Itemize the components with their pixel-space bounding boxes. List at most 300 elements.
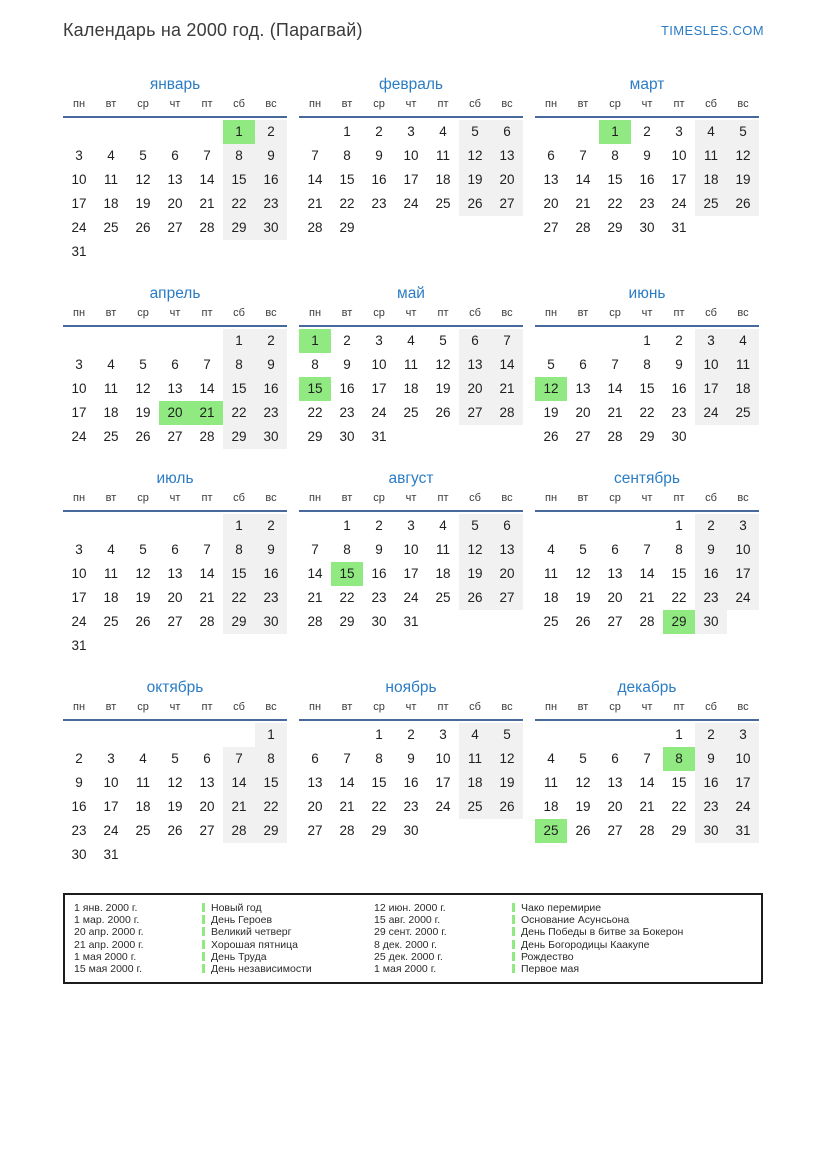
day-cell: 21 bbox=[639, 590, 655, 605]
weekday-header: вт bbox=[105, 98, 117, 110]
day-cell: 19 bbox=[491, 771, 523, 795]
day-cell: 9 bbox=[255, 538, 287, 562]
holidays-legend bbox=[63, 893, 763, 984]
weekday-header: вт bbox=[577, 492, 589, 504]
day-cell: 11 bbox=[435, 542, 450, 557]
empty-cell bbox=[299, 120, 331, 144]
day-cell: 2 bbox=[407, 727, 415, 742]
legend-holiday bbox=[202, 939, 374, 951]
day-cell: 28 bbox=[339, 823, 355, 838]
day-cell: 26 bbox=[459, 192, 491, 216]
day-cell: 1 bbox=[223, 120, 255, 144]
day-cell: 21 bbox=[223, 795, 255, 819]
day-cell: 1 bbox=[223, 514, 255, 538]
day-cell: 22 bbox=[339, 590, 355, 605]
legend-date: 21 апр. 2000 г. bbox=[74, 938, 144, 951]
weekday-header: вс bbox=[737, 492, 749, 504]
day-cell: 8 bbox=[643, 357, 651, 372]
day-cell: 11 bbox=[135, 775, 150, 790]
day-cell: 1 bbox=[255, 723, 287, 747]
holidays-legend-grid bbox=[74, 902, 757, 975]
weekday-header: сб bbox=[705, 98, 717, 110]
day-cell: 13 bbox=[575, 381, 591, 396]
day-cell: 6 bbox=[547, 148, 555, 163]
day-cell: 11 bbox=[543, 566, 558, 581]
empty-cell bbox=[331, 723, 363, 747]
legend-holiday-name: Основание Асунсьона bbox=[521, 914, 630, 927]
day-cell: 7 bbox=[203, 357, 211, 372]
day-cell: 1 bbox=[299, 329, 331, 353]
day-cell: 12 bbox=[435, 357, 451, 372]
legend-date: 15 мая 2000 г. bbox=[74, 963, 142, 976]
day-cell: 4 bbox=[547, 751, 555, 766]
day-cell: 29 bbox=[671, 823, 687, 838]
day-cell: 6 bbox=[171, 357, 179, 372]
weekday-header: сб bbox=[233, 701, 245, 713]
weekday-header: пн bbox=[544, 98, 558, 110]
day-cell: 19 bbox=[459, 168, 491, 192]
legend-holiday bbox=[512, 914, 757, 926]
day-cell: 4 bbox=[107, 542, 115, 557]
weekday-header-row bbox=[299, 491, 523, 512]
day-cell: 25 bbox=[535, 819, 567, 843]
day-cell: 27 bbox=[167, 220, 183, 235]
day-cell: 11 bbox=[103, 566, 118, 581]
day-cell: 9 bbox=[695, 747, 727, 771]
day-cell: 3 bbox=[695, 329, 727, 353]
day-cell: 30 bbox=[695, 610, 727, 634]
day-cell: 26 bbox=[135, 614, 151, 629]
day-cell: 18 bbox=[435, 566, 451, 581]
day-cell: 23 bbox=[255, 401, 287, 425]
weekday-header: вс bbox=[265, 701, 277, 713]
empty-cell bbox=[599, 514, 631, 538]
weekday-header: вс bbox=[501, 701, 513, 713]
weekday-header: сб bbox=[705, 307, 717, 319]
day-cell: 8 bbox=[311, 357, 319, 372]
weekday-header: ср bbox=[609, 98, 621, 110]
month-title: июнь bbox=[628, 285, 666, 302]
day-cell: 23 bbox=[371, 196, 387, 211]
empty-cell bbox=[127, 514, 159, 538]
day-cell: 22 bbox=[607, 196, 623, 211]
empty-cell bbox=[223, 723, 255, 747]
empty-cell bbox=[599, 329, 631, 353]
day-cell: 16 bbox=[371, 566, 387, 581]
day-cell: 24 bbox=[71, 614, 87, 629]
day-cell: 7 bbox=[643, 542, 651, 557]
day-cell: 20 bbox=[459, 377, 491, 401]
legend-date: 15 авг. 2000 г. bbox=[374, 914, 441, 927]
day-cell: 20 bbox=[607, 590, 623, 605]
day-cell: 13 bbox=[607, 775, 623, 790]
day-cell: 30 bbox=[371, 614, 387, 629]
day-cell: 9 bbox=[407, 751, 415, 766]
day-cell: 22 bbox=[223, 192, 255, 216]
day-cell: 4 bbox=[695, 120, 727, 144]
day-cell: 7 bbox=[311, 148, 319, 163]
weekday-header: вт bbox=[105, 307, 117, 319]
day-cell: 9 bbox=[695, 538, 727, 562]
day-cell: 5 bbox=[139, 148, 147, 163]
day-cell: 23 bbox=[255, 586, 287, 610]
day-cell: 6 bbox=[311, 751, 319, 766]
day-cell: 1 bbox=[675, 727, 683, 742]
day-cell: 12 bbox=[459, 538, 491, 562]
day-cell: 20 bbox=[543, 196, 559, 211]
weekday-header-row bbox=[63, 700, 287, 721]
day-cell: 19 bbox=[135, 196, 151, 211]
day-cell: 17 bbox=[71, 405, 87, 420]
weekday-header: ср bbox=[137, 307, 149, 319]
day-cell: 29 bbox=[223, 425, 255, 449]
holiday-marker bbox=[202, 903, 205, 912]
day-cell: 15 bbox=[371, 775, 387, 790]
day-cell: 25 bbox=[435, 590, 451, 605]
day-cell: 8 bbox=[223, 144, 255, 168]
day-cell: 10 bbox=[435, 751, 451, 766]
day-cell: 16 bbox=[71, 799, 87, 814]
weekday-header-row bbox=[63, 491, 287, 512]
day-cell: 29 bbox=[371, 823, 387, 838]
day-cell: 24 bbox=[71, 220, 87, 235]
legend-holiday-name: День независимости bbox=[211, 963, 312, 976]
day-cell: 23 bbox=[255, 192, 287, 216]
day-cell: 16 bbox=[339, 381, 355, 396]
empty-cell bbox=[159, 329, 191, 353]
day-cell: 20 bbox=[491, 168, 523, 192]
day-cell: 29 bbox=[223, 610, 255, 634]
day-cell: 16 bbox=[695, 562, 727, 586]
day-cell: 22 bbox=[307, 405, 323, 420]
day-cell: 8 bbox=[675, 542, 683, 557]
day-cell: 27 bbox=[199, 823, 215, 838]
day-cell: 1 bbox=[643, 333, 651, 348]
legend-holiday-name: День Победы в битве за Бокерон bbox=[521, 926, 684, 939]
day-cell: 25 bbox=[435, 196, 451, 211]
day-grid bbox=[535, 723, 759, 843]
day-cell: 11 bbox=[103, 381, 118, 396]
weekday-header: ср bbox=[137, 492, 149, 504]
day-cell: 16 bbox=[371, 172, 387, 187]
weekday-header: пн bbox=[544, 701, 558, 713]
holiday-marker bbox=[202, 927, 205, 936]
day-cell: 15 bbox=[299, 377, 331, 401]
day-cell: 1 bbox=[675, 518, 683, 533]
day-cell: 26 bbox=[135, 429, 151, 444]
day-cell: 1 bbox=[223, 329, 255, 353]
day-cell: 6 bbox=[491, 120, 523, 144]
legend-holiday-name: Великий четверг bbox=[211, 926, 292, 939]
day-cell: 23 bbox=[339, 405, 355, 420]
day-cell: 24 bbox=[435, 799, 451, 814]
legend-holiday bbox=[512, 963, 757, 975]
month-2 bbox=[299, 74, 523, 240]
weekday-header: сб bbox=[233, 492, 245, 504]
weekday-header: пн bbox=[308, 701, 322, 713]
day-cell: 17 bbox=[671, 172, 687, 187]
day-cell: 20 bbox=[199, 799, 215, 814]
day-cell: 6 bbox=[171, 148, 179, 163]
day-cell: 5 bbox=[579, 751, 587, 766]
day-cell: 9 bbox=[375, 542, 383, 557]
day-cell: 6 bbox=[203, 751, 211, 766]
day-cell: 26 bbox=[135, 220, 151, 235]
day-grid bbox=[299, 723, 523, 843]
legend-holiday bbox=[512, 951, 757, 963]
day-cell: 3 bbox=[727, 723, 759, 747]
empty-cell bbox=[599, 723, 631, 747]
day-cell: 30 bbox=[255, 610, 287, 634]
weekday-header: сб bbox=[469, 492, 481, 504]
legend-holiday-name: Хорошая пятница bbox=[211, 938, 298, 951]
weekday-header: вс bbox=[265, 492, 277, 504]
holiday-marker bbox=[512, 927, 515, 936]
day-cell: 18 bbox=[543, 590, 559, 605]
page-title: Календарь на 2000 год. (Парагвай) bbox=[63, 20, 363, 40]
day-cell: 3 bbox=[75, 148, 83, 163]
day-cell: 12 bbox=[167, 775, 183, 790]
day-cell: 9 bbox=[375, 148, 383, 163]
legend-date: 1 мар. 2000 г. bbox=[74, 914, 140, 927]
day-cell: 18 bbox=[727, 377, 759, 401]
day-cell: 15 bbox=[671, 775, 687, 790]
day-cell: 6 bbox=[611, 751, 619, 766]
day-cell: 13 bbox=[167, 381, 183, 396]
weekday-header: ср bbox=[609, 701, 621, 713]
day-cell: 17 bbox=[695, 377, 727, 401]
day-cell: 26 bbox=[575, 823, 591, 838]
legend-holiday bbox=[202, 951, 374, 963]
day-cell: 18 bbox=[103, 196, 119, 211]
weekday-header: ср bbox=[137, 98, 149, 110]
empty-cell bbox=[535, 120, 567, 144]
day-cell: 30 bbox=[255, 425, 287, 449]
day-cell: 14 bbox=[639, 566, 655, 581]
day-cell: 30 bbox=[671, 429, 687, 444]
months-grid bbox=[63, 74, 759, 867]
day-cell: 21 bbox=[639, 799, 655, 814]
weekday-header: пт bbox=[437, 98, 449, 110]
holiday-marker bbox=[202, 915, 205, 924]
day-cell: 9 bbox=[343, 357, 351, 372]
day-cell: 15 bbox=[607, 172, 623, 187]
legend-date: 25 дек. 2000 г. bbox=[374, 950, 443, 963]
weekday-header: сб bbox=[705, 492, 717, 504]
day-cell: 30 bbox=[695, 819, 727, 843]
day-cell: 28 bbox=[639, 614, 655, 629]
day-cell: 27 bbox=[167, 429, 183, 444]
legend-holiday bbox=[512, 926, 757, 938]
weekday-header-row bbox=[535, 306, 759, 327]
day-cell: 30 bbox=[255, 216, 287, 240]
day-cell: 5 bbox=[459, 120, 491, 144]
day-cell: 24 bbox=[727, 795, 759, 819]
day-cell: 27 bbox=[167, 614, 183, 629]
day-cell: 15 bbox=[255, 771, 287, 795]
weekday-header: чт bbox=[169, 701, 181, 713]
day-cell: 25 bbox=[103, 220, 119, 235]
day-cell: 5 bbox=[547, 357, 555, 372]
day-cell: 1 bbox=[343, 518, 351, 533]
weekday-header: вс bbox=[737, 701, 749, 713]
day-cell: 1 bbox=[599, 120, 631, 144]
day-cell: 1 bbox=[343, 124, 351, 139]
empty-cell bbox=[63, 723, 95, 747]
month-11 bbox=[299, 677, 523, 843]
holiday-marker bbox=[202, 940, 205, 949]
day-grid bbox=[63, 120, 287, 264]
empty-cell bbox=[191, 120, 223, 144]
day-cell: 4 bbox=[107, 357, 115, 372]
day-cell: 31 bbox=[727, 819, 759, 843]
month-title: май bbox=[397, 285, 425, 302]
weekday-header: пт bbox=[673, 98, 685, 110]
day-cell: 8 bbox=[343, 148, 351, 163]
empty-cell bbox=[63, 514, 95, 538]
day-cell: 2 bbox=[375, 124, 383, 139]
month-8 bbox=[299, 468, 523, 634]
empty-cell bbox=[567, 120, 599, 144]
empty-cell bbox=[535, 723, 567, 747]
day-cell: 14 bbox=[307, 566, 323, 581]
empty-cell bbox=[95, 329, 127, 353]
day-cell: 18 bbox=[543, 799, 559, 814]
day-cell: 24 bbox=[371, 405, 387, 420]
day-cell: 26 bbox=[459, 586, 491, 610]
day-cell: 13 bbox=[607, 566, 623, 581]
day-cell: 17 bbox=[371, 381, 387, 396]
weekday-header: вт bbox=[577, 701, 589, 713]
month-title: март bbox=[629, 76, 665, 93]
day-cell: 11 bbox=[695, 144, 727, 168]
weekday-header: чт bbox=[405, 492, 417, 504]
day-cell: 16 bbox=[695, 771, 727, 795]
empty-cell bbox=[631, 514, 663, 538]
weekday-header: вт bbox=[341, 98, 353, 110]
day-cell: 8 bbox=[255, 747, 287, 771]
day-cell: 21 bbox=[339, 799, 355, 814]
day-cell: 21 bbox=[199, 196, 215, 211]
legend-date: 1 янв. 2000 г. bbox=[74, 902, 138, 914]
day-cell: 18 bbox=[103, 405, 119, 420]
weekday-header: ср bbox=[373, 492, 385, 504]
day-cell: 29 bbox=[663, 610, 695, 634]
empty-cell bbox=[127, 723, 159, 747]
day-cell: 31 bbox=[103, 847, 119, 862]
legend-holiday bbox=[512, 902, 757, 914]
day-cell: 17 bbox=[727, 562, 759, 586]
day-cell: 14 bbox=[223, 771, 255, 795]
day-cell: 23 bbox=[639, 196, 655, 211]
day-cell: 22 bbox=[223, 401, 255, 425]
legend-date: 1 мая 2000 г. bbox=[74, 950, 137, 963]
day-cell: 3 bbox=[439, 727, 447, 742]
day-cell: 11 bbox=[727, 353, 759, 377]
day-cell: 12 bbox=[727, 144, 759, 168]
empty-cell bbox=[567, 723, 599, 747]
weekday-header: сб bbox=[469, 701, 481, 713]
weekday-header: чт bbox=[405, 701, 417, 713]
legend-date: 8 дек. 2000 г. bbox=[374, 938, 437, 951]
legend-holiday-name: Чако перемирие bbox=[521, 902, 602, 914]
legend-holiday bbox=[202, 914, 374, 926]
day-cell: 11 bbox=[543, 775, 558, 790]
weekday-header-row bbox=[535, 491, 759, 512]
day-cell: 13 bbox=[307, 775, 323, 790]
legend-holiday-name: Новый год bbox=[211, 902, 262, 914]
empty-cell bbox=[63, 329, 95, 353]
day-cell: 2 bbox=[255, 514, 287, 538]
holiday-marker bbox=[512, 940, 515, 949]
day-cell: 19 bbox=[167, 799, 183, 814]
legend-holiday-name: День Богородицы Каакупе bbox=[521, 938, 650, 951]
day-cell: 6 bbox=[459, 329, 491, 353]
day-cell: 2 bbox=[343, 333, 351, 348]
empty-cell bbox=[63, 120, 95, 144]
day-cell: 13 bbox=[491, 144, 523, 168]
weekday-header-row bbox=[535, 97, 759, 118]
day-cell: 16 bbox=[255, 377, 287, 401]
day-cell: 22 bbox=[671, 590, 687, 605]
day-cell: 5 bbox=[579, 542, 587, 557]
day-cell: 3 bbox=[675, 124, 683, 139]
empty-cell bbox=[95, 723, 127, 747]
day-cell: 26 bbox=[575, 614, 591, 629]
day-cell: 15 bbox=[223, 562, 255, 586]
day-cell: 24 bbox=[695, 401, 727, 425]
day-cell: 28 bbox=[199, 614, 215, 629]
day-cell: 2 bbox=[695, 514, 727, 538]
day-cell: 2 bbox=[675, 333, 683, 348]
weekday-header: чт bbox=[405, 98, 417, 110]
weekday-header: пн bbox=[72, 98, 86, 110]
day-cell: 21 bbox=[307, 590, 323, 605]
legend-holiday-name: Первое мая bbox=[521, 963, 580, 976]
day-cell: 9 bbox=[675, 357, 683, 372]
day-cell: 5 bbox=[439, 333, 447, 348]
day-cell: 15 bbox=[339, 172, 355, 187]
day-grid bbox=[63, 723, 287, 867]
day-cell: 4 bbox=[459, 723, 491, 747]
day-cell: 7 bbox=[579, 148, 587, 163]
day-cell: 13 bbox=[167, 566, 183, 581]
day-cell: 5 bbox=[139, 542, 147, 557]
empty-cell bbox=[567, 514, 599, 538]
weekday-header: вт bbox=[341, 701, 353, 713]
weekday-header-row bbox=[535, 700, 759, 721]
month-title: ноябрь bbox=[385, 679, 437, 696]
month-title: январь bbox=[149, 76, 201, 93]
month-1 bbox=[63, 74, 287, 264]
site-link[interactable]: TIMESLES.COM bbox=[660, 23, 764, 38]
day-cell: 12 bbox=[135, 172, 151, 187]
day-cell: 19 bbox=[575, 799, 591, 814]
day-cell: 12 bbox=[575, 775, 591, 790]
day-cell: 21 bbox=[199, 590, 215, 605]
day-cell: 7 bbox=[643, 751, 651, 766]
day-cell: 10 bbox=[403, 542, 419, 557]
day-cell: 30 bbox=[71, 847, 87, 862]
day-cell: 12 bbox=[491, 747, 523, 771]
day-cell: 23 bbox=[371, 590, 387, 605]
day-cell: 29 bbox=[607, 220, 623, 235]
day-cell: 22 bbox=[671, 799, 687, 814]
day-cell: 14 bbox=[639, 775, 655, 790]
weekday-header: пн bbox=[308, 307, 322, 319]
weekday-header: вс bbox=[501, 492, 513, 504]
day-cell: 10 bbox=[103, 775, 119, 790]
